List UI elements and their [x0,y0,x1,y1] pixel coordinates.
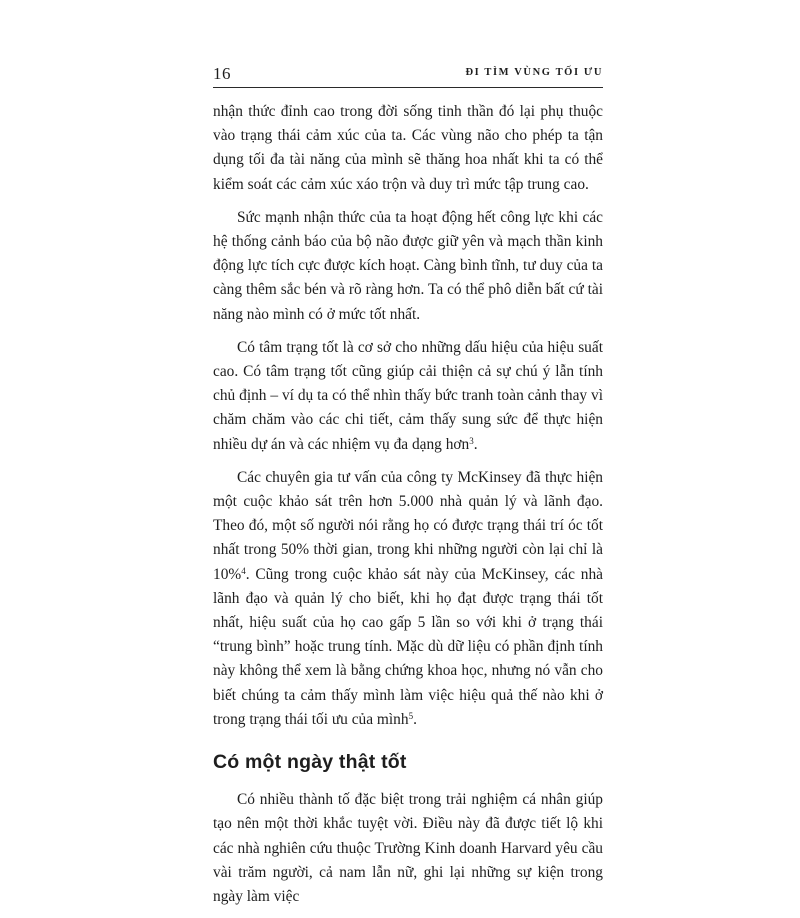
paragraph-text: . Cũng trong cuộc khảo sát này của McKinsey, các nhà lãnh đạo và quản lý cho biết, khi họ đạt được trạng thái tốt nhất, hiệu suất của họ cao gấp 5 lần so với khi ở trạng thái “trung bình” hoặc trung tính. Mặc dù dữ liệu có phần định tính này không thể xem là bằng chứng khoa học, nhưng nó vẫn cho biết chúng ta cảm thấy mình làm việc hiệu quả thế nào khi ở trong trạng thái tối ưu của mình [213,565,603,728]
paragraph-continued [213,100,603,197]
footnote-ref-4: 4 [241,565,246,576]
paragraph [213,466,603,732]
running-title: ĐI TÌM VÙNG TỐI ƯU [465,67,603,78]
paragraph-text: Sức mạnh nhận thức của ta hoạt động hết công lực khi các hệ thống cảnh báo của bộ não được giữ yên và mạch thần kinh động lực tích cực được kích hoạt. Càng bình tĩnh, tư duy của ta càng thêm sắc bén và rõ ràng hơn. Ta có thể phô diễn bất cứ tài năng nào mình có ở mức tốt nhất. [213,208,603,323]
page-header [213,62,603,86]
footnote-ref-3: 3 [469,435,474,446]
paragraph [213,206,603,327]
page-number: 16 [213,64,231,83]
paragraph-text: Các chuyên gia tư vấn của công ty McKinsey đã thực hiện một cuộc khảo sát trên hơn 5.000 nhà quản lý và lãnh đạo. Theo đó, một số người nói rằng họ có được trạng thái trí óc tốt nhất trong 50% thời gian, trong khi những người còn lại chỉ là 10% [213,468,603,583]
paragraph-text: Có tâm trạng tốt là cơ sở cho những dấu hiệu của hiệu suất cao. Có tâm trạng tốt cũng giúp cải thiện cả sự chú ý lẫn tính chủ định – ví dụ ta có thể nhìn thấy bức tranh toàn cảnh thay vì chăm chăm vào các chi tiết, cảm thấy sung sức để thực hiện nhiều dự án và các nhiệm vụ đa dạng hơn [213,338,603,453]
section-heading: Có một ngày thật tốt [213,751,407,774]
footnote-ref-5: 5 [408,710,414,721]
paragraph [213,788,603,909]
paragraph-text: Có nhiều thành tố đặc biệt trong trải nghiệm cá nhân giúp tạo nên một thời khắc tuyệt vời. Điều này đã được tiết lộ khi các nhà nghiên cứu thuộc Trường Kinh doanh Harvard yêu cầu vài trăm người, cả nam lẫn nữ, ghi lại những sự kiện trong ngày làm việc [213,791,603,906]
paragraph-tail: . [473,435,478,453]
paragraph-tail: . [413,710,417,728]
paragraph [213,336,603,457]
paragraph-text: nhận thức đỉnh cao trong đời sống tinh thần đó lại phụ thuộc vào trạng thái cảm xúc của ta. Các vùng não cho phép ta tận dụng tối đa tài năng của mình sẽ thăng hoa nhất khi ta có thể kiểm soát các cảm xúc xáo trộn và duy trì mức tập trung cao. [213,103,603,193]
header-rule [213,87,603,88]
body-text [213,100,603,918]
